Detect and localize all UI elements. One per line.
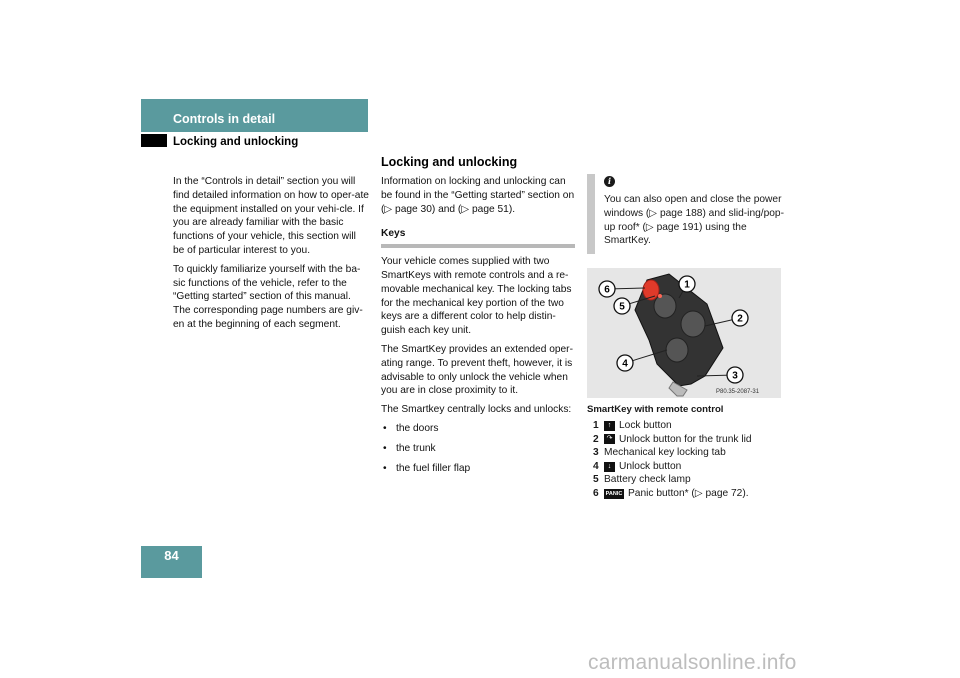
legend-text: Panic button* (▷ page 72). bbox=[628, 487, 749, 499]
legend-text: Unlock button bbox=[619, 460, 682, 472]
callout-label: 4 bbox=[622, 358, 628, 370]
chapter-title: Controls in detail bbox=[173, 112, 276, 126]
keys-paragraph-1: Your vehicle comes supplied with two SmartKeys with remote controls and a re-movable mechanical key. The locking tabs for the mechanical key portion of the two keys are a different color to help distin-guish each key unit. bbox=[381, 256, 572, 337]
note-text: You can also open and close the power windows (▷ page 188) and slid-ing/pop-up roof* (▷ page 191) using the SmartKey. bbox=[604, 194, 784, 247]
intro-paragraph-2: To quickly familiarize yourself with the ba-sic functions of the vehicle, refer to the “Getting started” section of this manual. The corresponding page numbers are giv-en at the beginning of each segment. bbox=[173, 263, 363, 330]
heading-rule bbox=[381, 244, 575, 248]
keys-paragraph-3: The Smartkey centrally locks and unlocks: bbox=[381, 404, 572, 416]
trunk-button-shape bbox=[681, 311, 705, 337]
legend-text: Battery check lamp bbox=[604, 474, 691, 486]
smartkey-illustration bbox=[635, 274, 723, 396]
legend-text: Unlock button for the trunk lid bbox=[619, 433, 752, 445]
legend-number: 6 bbox=[593, 487, 599, 499]
battery-lamp-shape bbox=[658, 294, 662, 298]
main-column bbox=[381, 175, 575, 481]
figure-caption: SmartKey with remote control bbox=[587, 404, 724, 415]
trunk-icon: ↷ bbox=[604, 434, 615, 444]
figure-legend bbox=[593, 419, 793, 501]
legend-number: 3 bbox=[593, 447, 599, 459]
callout-label: 2 bbox=[737, 313, 743, 325]
watermark: carmanualsonline.info bbox=[588, 651, 797, 674]
legend-number: 5 bbox=[593, 474, 599, 486]
callout-label: 6 bbox=[604, 284, 610, 296]
section-subtitle: Locking and unlocking bbox=[173, 136, 299, 148]
lock-targets-list bbox=[381, 422, 575, 475]
legend-text: Lock button bbox=[619, 420, 672, 431]
page-number: 84 bbox=[164, 548, 179, 563]
legend-row bbox=[593, 446, 793, 460]
smartkey-figure bbox=[587, 268, 781, 398]
legend-row bbox=[593, 433, 793, 447]
unlock-button-shape bbox=[666, 338, 688, 362]
list-item: • the trunk bbox=[381, 442, 575, 456]
lock-button-shape bbox=[654, 294, 676, 318]
info-icon: i bbox=[604, 176, 615, 187]
info-note bbox=[587, 174, 784, 254]
note-bar bbox=[587, 174, 595, 254]
callout-label: 3 bbox=[732, 370, 738, 382]
legend-text: Mechanical key locking tab bbox=[604, 447, 726, 459]
figure-code: P80.35-2087-31 bbox=[716, 389, 760, 395]
keys-paragraph-2: The SmartKey provides an extended oper-ating range. To prevent theft, however, it is advisable to only unlock the vehicle when you are in close proximity to it. bbox=[381, 343, 573, 397]
intro-text: Information on locking and unlocking can be found in the “Getting started” section on (▷ page 30) and (▷ page 51). bbox=[381, 176, 575, 215]
legend-row bbox=[593, 460, 793, 474]
section-title: Locking and unlocking bbox=[381, 155, 518, 169]
callout-label: 5 bbox=[619, 301, 625, 313]
list-item: • the doors bbox=[381, 422, 575, 436]
legend-number: 4 bbox=[593, 460, 599, 472]
callout-label: 1 bbox=[684, 279, 690, 291]
intro-column bbox=[173, 175, 369, 337]
subtitle-marker bbox=[141, 134, 167, 147]
panic-icon: PANIC bbox=[605, 490, 623, 497]
intro-paragraph-1: In the “Controls in detail” section you will find detailed information on how to oper-ate the equipment installed on your vehi-cle. If you are already familiar with the basic functions of your vehicle, this section will be of particular interest to you. bbox=[173, 176, 369, 256]
unlock-icon: ↓ bbox=[604, 462, 615, 472]
legend-row bbox=[593, 419, 793, 433]
legend-number: 2 bbox=[593, 433, 599, 445]
keys-heading: Keys bbox=[381, 228, 406, 240]
legend-number: 1 bbox=[593, 420, 599, 431]
legend-row bbox=[593, 487, 793, 501]
legend-row bbox=[593, 473, 793, 487]
list-item: • the fuel filler flap bbox=[381, 462, 575, 476]
lock-icon: ↑ bbox=[604, 421, 615, 431]
